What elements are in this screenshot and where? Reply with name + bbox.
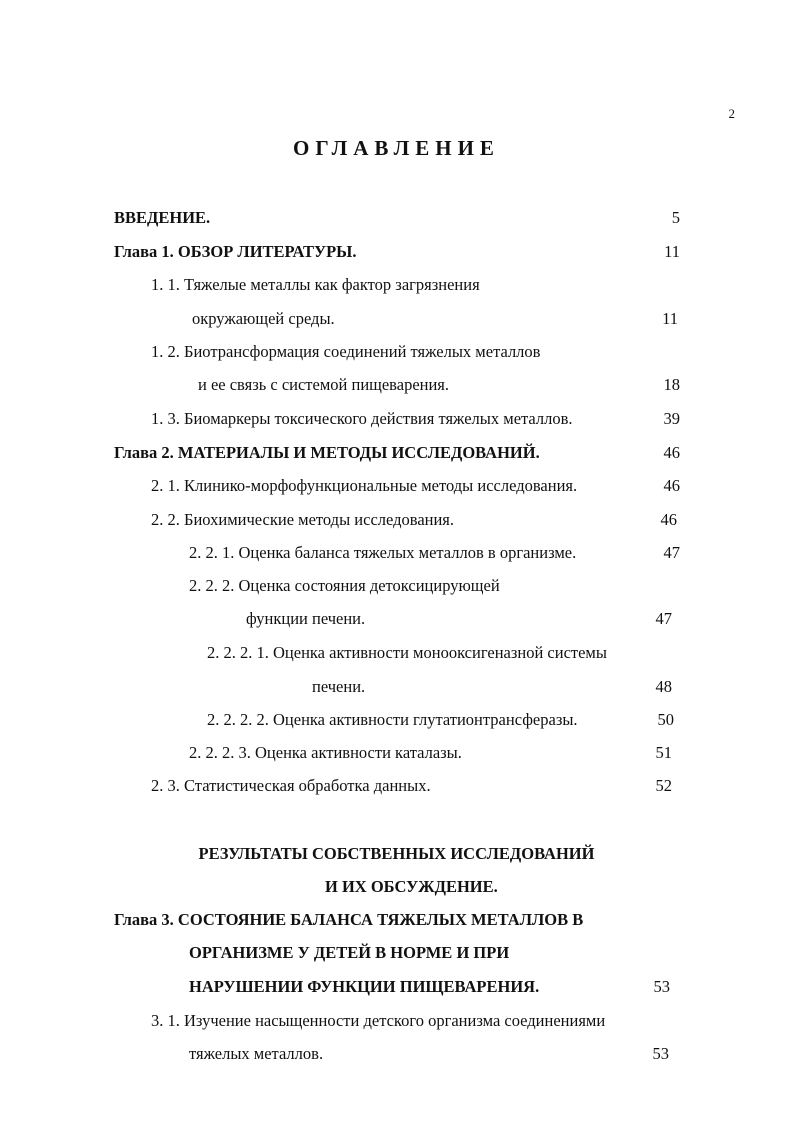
toc-page-2-2-2-2: 50 bbox=[657, 710, 674, 729]
toc-page-3-1: 53 bbox=[652, 1044, 669, 1063]
toc-entry-2-2: 2. 2. Биохимические методы исследования. bbox=[151, 510, 455, 529]
toc-page-2-2-2: 47 bbox=[655, 609, 672, 628]
toc-entry-2-2-2-3: 2. 2. 2. 3. Оценка активности каталазы. bbox=[189, 743, 462, 762]
toc-entry-2-2-2-line1: 2. 2. 2. Оценка состояния детоксицирующей bbox=[189, 576, 500, 595]
toc-entry-1-1-line1: 1. 1. Тяжелые металлы как фактор загрязнения bbox=[151, 275, 480, 294]
toc-entry-chapter-3-line3: НАРУШЕНИИ ФУНКЦИИ ПИЩЕВАРЕНИЯ. bbox=[189, 977, 540, 996]
toc-entry-intro: ВВЕДЕНИЕ. bbox=[114, 208, 211, 227]
toc-entry-1-3: 1. 3. Биомаркеры токсического действия тяжелых металлов. bbox=[151, 409, 573, 428]
toc-entry-2-3: 2. 3. Статистическая обработка данных. bbox=[151, 776, 431, 795]
toc-page-2-2-2-1: 48 bbox=[655, 677, 672, 696]
toc-entry-2-2-2-1-line1: 2. 2. 2. 1. Оценка активности монооксигеназной системы bbox=[207, 643, 607, 662]
toc-entry-2-2-1: 2. 2. 1. Оценка баланса тяжелых металлов в организме. bbox=[189, 543, 577, 562]
toc-entry-2-1: 2. 1. Клинико-морфофункциональные методы исследования. bbox=[151, 476, 578, 495]
toc-entry-1-1-line2: окружающей среды. bbox=[192, 309, 335, 328]
toc-page-1-1: 11 bbox=[662, 309, 678, 328]
toc-entry-chapter-1: Глава 1. ОБЗОР ЛИТЕРАТУРЫ. bbox=[114, 242, 357, 261]
toc-page-2-1: 46 bbox=[663, 476, 680, 495]
toc-page-2-3: 52 bbox=[655, 776, 672, 795]
toc-entry-chapter-3-line2: ОРГАНИЗМЕ У ДЕТЕЙ В НОРМЕ И ПРИ bbox=[189, 943, 510, 962]
toc-results-heading-line1: РЕЗУЛЬТАТЫ СОБСТВЕННЫХ ИССЛЕДОВАНИЙ bbox=[198, 844, 595, 863]
toc-entry-2-2-2-line2: функции печени. bbox=[246, 609, 366, 628]
toc-results-heading-line2: И ИХ ОБСУЖДЕНИЕ. bbox=[325, 877, 498, 896]
toc-entry-2-2-2-1-line2: печени. bbox=[312, 677, 366, 696]
toc-page-intro: 5 bbox=[671, 208, 680, 227]
toc-page-2-2-2-3: 51 bbox=[655, 743, 672, 762]
toc-entry-1-2-line1: 1. 2. Биотрансформация соединений тяжелых металлов bbox=[151, 342, 541, 361]
toc-entry-3-1-line1: 3. 1. Изучение насыщенности детского организма соединениями bbox=[151, 1011, 606, 1030]
page-number: 2 bbox=[728, 106, 735, 121]
toc-entry-3-1-line2: тяжелых металлов. bbox=[189, 1044, 324, 1063]
toc-entry-2-2-2-2: 2. 2. 2. 2. Оценка активности глутатионтрансферазы. bbox=[207, 710, 578, 729]
toc-page-chapter-1: 11 bbox=[664, 242, 680, 261]
toc-page-chapter-3: 53 bbox=[653, 977, 670, 996]
toc-page-1-3: 39 bbox=[663, 409, 680, 428]
toc-page-chapter-2: 46 bbox=[663, 443, 680, 462]
toc-entry-chapter-3-line1: Глава 3. СОСТОЯНИЕ БАЛАНСА ТЯЖЕЛЫХ МЕТАЛЛОВ В bbox=[114, 910, 584, 929]
toc-page-2-2: 46 bbox=[660, 510, 677, 529]
toc-page-2-2-1: 47 bbox=[663, 543, 680, 562]
toc-entry-chapter-2: Глава 2. МАТЕРИАЛЫ И МЕТОДЫ ИССЛЕДОВАНИЙ. bbox=[114, 443, 540, 462]
toc-page-1-2: 18 bbox=[663, 375, 680, 394]
toc-entry-1-2-line2: и ее связь с системой пищеварения. bbox=[198, 375, 450, 394]
page-title: ОГЛАВЛЕНИЕ bbox=[293, 136, 500, 160]
